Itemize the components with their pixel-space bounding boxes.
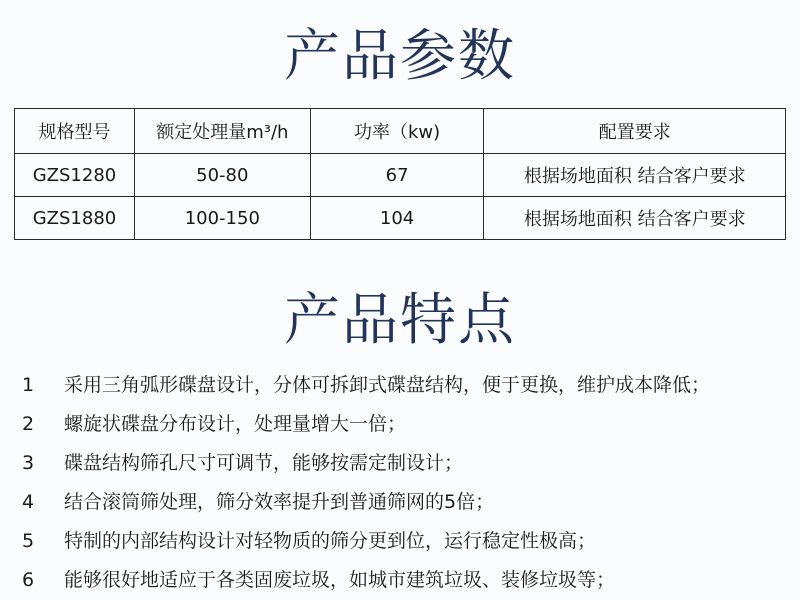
list-item (0, 522, 800, 561)
cell-model: GZS1880 (15, 197, 135, 240)
cell-capacity: 50-80 (134, 154, 310, 197)
table-row (15, 154, 786, 197)
product-features-title: 产品特点 (284, 288, 516, 353)
feature-number: 1 (22, 374, 35, 396)
feature-text: 特制的内部结构设计对轻物质的筛分更到位，运行稳定性极高； (64, 530, 597, 552)
cell-model: GZS1280 (15, 154, 135, 197)
feature-text: 能够很好地适应于各类固废垃圾，如城市建筑垃圾、装修垃圾等； (64, 569, 616, 591)
feature-text: 结合滚筒筛处理，筛分效率提升到普通筛网的5倍； (64, 491, 495, 513)
header-capacity: 额定处理量m³/h (134, 109, 310, 154)
cell-config: 根据场地面积 结合客户要求 (484, 197, 786, 240)
cell-power: 67 (310, 154, 484, 197)
spec-table (14, 108, 786, 240)
list-item (0, 366, 800, 405)
cell-power: 104 (310, 197, 484, 240)
features-list (0, 366, 800, 600)
list-item (0, 483, 800, 522)
feature-number: 2 (22, 413, 35, 435)
header-power: 功率（kw) (310, 109, 484, 154)
feature-number: 3 (22, 452, 35, 474)
list-item (0, 405, 800, 444)
feature-text: 采用三角弧形碟盘设计，分体可拆卸式碟盘结构，便于更换，维护成本降低； (64, 374, 711, 396)
table-row (15, 197, 786, 240)
cell-config: 根据场地面积 结合客户要求 (484, 154, 786, 197)
feature-number: 4 (22, 491, 35, 513)
feature-number: 5 (22, 530, 35, 552)
feature-number: 6 (22, 569, 35, 591)
list-item (0, 561, 800, 600)
spec-table-header-row (15, 109, 786, 154)
list-item (0, 444, 800, 483)
header-config: 配置要求 (484, 109, 786, 154)
product-params-title: 产品参数 (284, 24, 516, 89)
cell-capacity: 100-150 (134, 197, 310, 240)
feature-text: 螺旋状碟盘分布设计，处理量增大一倍； (64, 413, 407, 435)
feature-text: 碟盘结构筛孔尺寸可调节，能够按需定制设计； (64, 452, 464, 474)
header-model: 规格型号 (15, 109, 135, 154)
